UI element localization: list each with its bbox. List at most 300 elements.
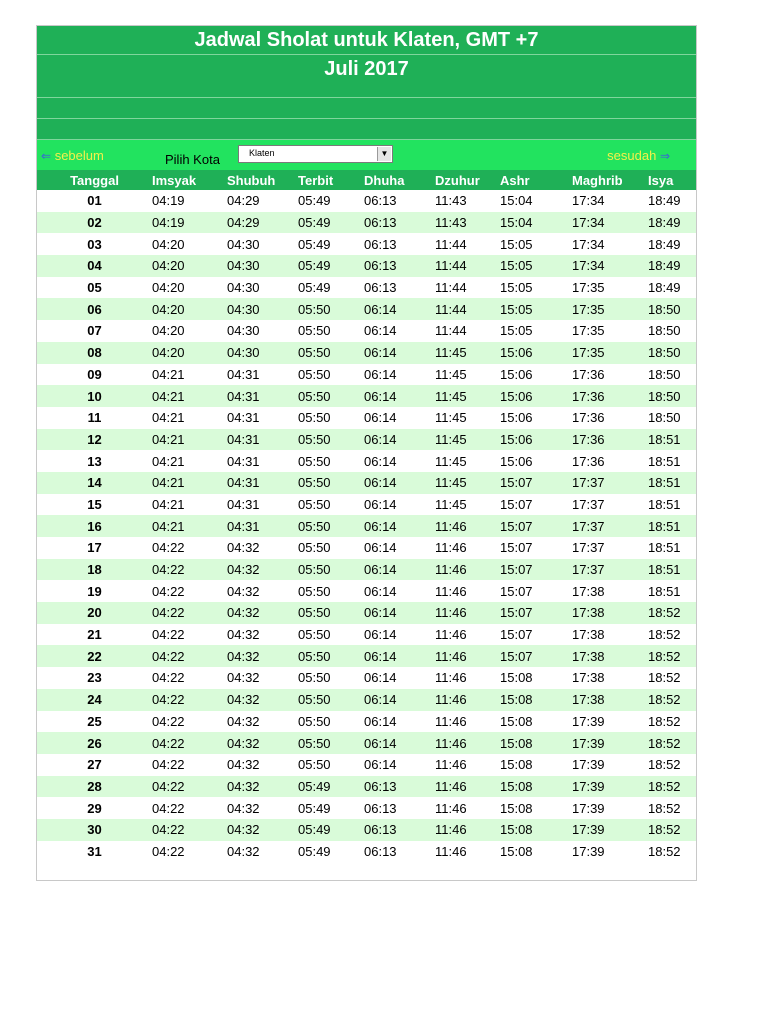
cell-dhuha: 06:14 — [364, 472, 435, 494]
cell-date: 01 — [37, 190, 152, 212]
column-header-terbit: Terbit — [298, 170, 364, 190]
cell-dhuha: 06:14 — [364, 559, 435, 581]
table-header-row — [37, 170, 696, 190]
cell-maghrib: 17:37 — [572, 559, 648, 581]
cell-ashr: 15:08 — [500, 689, 572, 711]
cell-isya: 18:51 — [648, 450, 696, 472]
cell-terbit: 05:49 — [298, 255, 364, 277]
cell-dzuhur: 11:44 — [435, 277, 500, 299]
table-row — [37, 298, 696, 320]
cell-isya: 18:52 — [648, 754, 696, 776]
cell-imsyak: 04:20 — [152, 277, 227, 299]
cell-terbit: 05:50 — [298, 754, 364, 776]
cell-imsyak: 04:21 — [152, 385, 227, 407]
cell-dzuhur: 11:46 — [435, 819, 500, 841]
cell-maghrib: 17:36 — [572, 450, 648, 472]
cell-dzuhur: 11:46 — [435, 515, 500, 537]
cell-ashr: 15:08 — [500, 732, 572, 754]
cell-terbit: 05:50 — [298, 342, 364, 364]
cell-shubuh: 04:31 — [227, 364, 298, 386]
cell-maghrib: 17:37 — [572, 537, 648, 559]
cell-shubuh: 04:31 — [227, 494, 298, 516]
cell-terbit: 05:50 — [298, 645, 364, 667]
cell-dzuhur: 11:46 — [435, 754, 500, 776]
previous-month-link[interactable] — [41, 148, 104, 163]
cell-terbit: 05:50 — [298, 320, 364, 342]
table-row — [37, 472, 696, 494]
cell-maghrib: 17:35 — [572, 298, 648, 320]
cell-shubuh: 04:32 — [227, 624, 298, 646]
cell-dzuhur: 11:46 — [435, 711, 500, 733]
column-header-imsyak: Imsyak — [152, 170, 227, 190]
cell-imsyak: 04:21 — [152, 407, 227, 429]
cell-dzuhur: 11:45 — [435, 429, 500, 451]
cell-maghrib: 17:38 — [572, 580, 648, 602]
table-row — [37, 645, 696, 667]
cell-date: 31 — [37, 841, 152, 863]
cell-dzuhur: 11:46 — [435, 776, 500, 798]
cell-shubuh: 04:32 — [227, 645, 298, 667]
cell-dhuha: 06:14 — [364, 537, 435, 559]
table-body — [37, 190, 696, 862]
cell-maghrib: 17:35 — [572, 342, 648, 364]
cell-ashr: 15:06 — [500, 342, 572, 364]
cell-isya: 18:51 — [648, 494, 696, 516]
table-row — [37, 819, 696, 841]
cell-shubuh: 04:32 — [227, 754, 298, 776]
cell-terbit: 05:50 — [298, 472, 364, 494]
cell-maghrib: 17:39 — [572, 711, 648, 733]
cell-date: 10 — [37, 385, 152, 407]
cell-date: 07 — [37, 320, 152, 342]
cell-dzuhur: 11:46 — [435, 732, 500, 754]
cell-dzuhur: 11:46 — [435, 602, 500, 624]
table-row — [37, 624, 696, 646]
cell-terbit: 05:49 — [298, 776, 364, 798]
cell-shubuh: 04:31 — [227, 515, 298, 537]
cell-dhuha: 06:13 — [364, 776, 435, 798]
table-row — [37, 515, 696, 537]
cell-isya: 18:52 — [648, 819, 696, 841]
cell-maghrib: 17:38 — [572, 689, 648, 711]
cell-ashr: 15:05 — [500, 320, 572, 342]
cell-date: 16 — [37, 515, 152, 537]
cell-date: 25 — [37, 711, 152, 733]
cell-terbit: 05:50 — [298, 494, 364, 516]
table-row — [37, 320, 696, 342]
cell-maghrib: 17:36 — [572, 429, 648, 451]
cell-ashr: 15:05 — [500, 277, 572, 299]
cell-maghrib: 17:36 — [572, 385, 648, 407]
cell-imsyak: 04:19 — [152, 212, 227, 234]
cell-date: 06 — [37, 298, 152, 320]
cell-isya: 18:51 — [648, 580, 696, 602]
chevron-down-icon[interactable]: ▼ — [377, 147, 391, 161]
cell-terbit: 05:50 — [298, 298, 364, 320]
navigation-bar — [37, 140, 696, 170]
cell-terbit: 05:50 — [298, 364, 364, 386]
cell-maghrib: 17:36 — [572, 364, 648, 386]
cell-maghrib: 17:37 — [572, 472, 648, 494]
cell-ashr: 15:06 — [500, 385, 572, 407]
cell-shubuh: 04:32 — [227, 776, 298, 798]
cell-shubuh: 04:32 — [227, 602, 298, 624]
cell-shubuh: 04:29 — [227, 212, 298, 234]
cell-maghrib: 17:37 — [572, 515, 648, 537]
cell-dhuha: 06:14 — [364, 602, 435, 624]
cell-dhuha: 06:14 — [364, 385, 435, 407]
table-row — [37, 537, 696, 559]
prayer-times-table — [37, 170, 696, 862]
cell-ashr: 15:08 — [500, 711, 572, 733]
cell-maghrib: 17:36 — [572, 407, 648, 429]
cell-shubuh: 04:32 — [227, 580, 298, 602]
cell-dzuhur: 11:46 — [435, 689, 500, 711]
cell-imsyak: 04:21 — [152, 472, 227, 494]
cell-ashr: 15:05 — [500, 298, 572, 320]
cell-dhuha: 06:14 — [364, 711, 435, 733]
cell-imsyak: 04:20 — [152, 233, 227, 255]
cell-dzuhur: 11:45 — [435, 364, 500, 386]
cell-maghrib: 17:38 — [572, 645, 648, 667]
cell-ashr: 15:07 — [500, 645, 572, 667]
table-row — [37, 364, 696, 386]
cell-isya: 18:51 — [648, 537, 696, 559]
cell-ashr: 15:08 — [500, 819, 572, 841]
cell-imsyak: 04:22 — [152, 711, 227, 733]
cell-isya: 18:52 — [648, 797, 696, 819]
cell-terbit: 05:50 — [298, 429, 364, 451]
cell-dzuhur: 11:43 — [435, 190, 500, 212]
cell-maghrib: 17:37 — [572, 494, 648, 516]
cell-date: 29 — [37, 797, 152, 819]
cell-terbit: 05:50 — [298, 580, 364, 602]
cell-isya: 18:49 — [648, 277, 696, 299]
cell-terbit: 05:50 — [298, 407, 364, 429]
cell-isya: 18:52 — [648, 645, 696, 667]
cell-dzuhur: 11:46 — [435, 645, 500, 667]
cell-dzuhur: 11:44 — [435, 255, 500, 277]
cell-ashr: 15:07 — [500, 515, 572, 537]
page-title: Jadwal Sholat untuk Klaten, GMT +7 — [37, 26, 696, 55]
cell-date: 26 — [37, 732, 152, 754]
cell-maghrib: 17:38 — [572, 602, 648, 624]
cell-isya: 18:52 — [648, 624, 696, 646]
table-row — [37, 450, 696, 472]
cell-shubuh: 04:32 — [227, 537, 298, 559]
column-header-dhuha: Dhuha — [364, 170, 435, 190]
cell-terbit: 05:50 — [298, 537, 364, 559]
cell-terbit: 05:50 — [298, 602, 364, 624]
cell-dzuhur: 11:46 — [435, 580, 500, 602]
cell-imsyak: 04:20 — [152, 255, 227, 277]
cell-date: 18 — [37, 559, 152, 581]
title-bar — [37, 26, 696, 98]
cell-shubuh: 04:31 — [227, 385, 298, 407]
cell-date: 15 — [37, 494, 152, 516]
cell-dhuha: 06:14 — [364, 667, 435, 689]
table-row — [37, 407, 696, 429]
cell-ashr: 15:06 — [500, 450, 572, 472]
cell-maghrib: 17:34 — [572, 233, 648, 255]
cell-ashr: 15:07 — [500, 624, 572, 646]
next-month-link[interactable] — [607, 148, 670, 163]
cell-imsyak: 04:22 — [152, 602, 227, 624]
cell-terbit: 05:49 — [298, 233, 364, 255]
cell-maghrib: 17:34 — [572, 255, 648, 277]
cell-dzuhur: 11:45 — [435, 472, 500, 494]
table-row — [37, 342, 696, 364]
cell-dzuhur: 11:44 — [435, 320, 500, 342]
cell-maghrib: 17:35 — [572, 277, 648, 299]
cell-imsyak: 04:22 — [152, 689, 227, 711]
month-title: Juli 2017 — [37, 55, 696, 98]
cell-shubuh: 04:29 — [227, 190, 298, 212]
cell-ashr: 15:07 — [500, 602, 572, 624]
cell-dzuhur: 11:45 — [435, 342, 500, 364]
table-row — [37, 711, 696, 733]
cell-terbit: 05:49 — [298, 212, 364, 234]
cell-dhuha: 06:14 — [364, 364, 435, 386]
table-row — [37, 255, 696, 277]
table-row — [37, 732, 696, 754]
cell-date: 19 — [37, 580, 152, 602]
cell-date: 05 — [37, 277, 152, 299]
cell-dhuha: 06:14 — [364, 342, 435, 364]
cell-date: 04 — [37, 255, 152, 277]
table-row — [37, 841, 696, 863]
header-spacer-row — [37, 119, 696, 140]
cell-ashr: 15:08 — [500, 776, 572, 798]
cell-terbit: 05:50 — [298, 732, 364, 754]
cell-shubuh: 04:30 — [227, 320, 298, 342]
cell-dhuha: 06:14 — [364, 298, 435, 320]
table-row — [37, 776, 696, 798]
cell-dzuhur: 11:46 — [435, 559, 500, 581]
cell-maghrib: 17:34 — [572, 212, 648, 234]
table-row — [37, 797, 696, 819]
cell-isya: 18:50 — [648, 342, 696, 364]
cell-terbit: 05:49 — [298, 797, 364, 819]
cell-imsyak: 04:21 — [152, 515, 227, 537]
cell-dhuha: 06:14 — [364, 494, 435, 516]
cell-date: 21 — [37, 624, 152, 646]
cell-imsyak: 04:20 — [152, 342, 227, 364]
cell-imsyak: 04:22 — [152, 645, 227, 667]
cell-isya: 18:50 — [648, 298, 696, 320]
cell-dzuhur: 11:44 — [435, 233, 500, 255]
cell-isya: 18:49 — [648, 255, 696, 277]
cell-maghrib: 17:38 — [572, 667, 648, 689]
cell-dhuha: 06:13 — [364, 841, 435, 863]
cell-shubuh: 04:32 — [227, 667, 298, 689]
cell-imsyak: 04:22 — [152, 754, 227, 776]
cell-dhuha: 06:14 — [364, 407, 435, 429]
city-select[interactable] — [238, 145, 393, 163]
cell-shubuh: 04:32 — [227, 841, 298, 863]
cell-terbit: 05:50 — [298, 624, 364, 646]
cell-dhuha: 06:14 — [364, 580, 435, 602]
cell-shubuh: 04:30 — [227, 342, 298, 364]
column-header-ashr: Ashr — [500, 170, 572, 190]
cell-imsyak: 04:19 — [152, 190, 227, 212]
cell-ashr: 15:07 — [500, 494, 572, 516]
cell-dzuhur: 11:45 — [435, 385, 500, 407]
cell-date: 12 — [37, 429, 152, 451]
column-header-isya: Isya — [648, 170, 696, 190]
cell-ashr: 15:06 — [500, 407, 572, 429]
cell-ashr: 15:08 — [500, 841, 572, 863]
cell-dhuha: 06:14 — [364, 624, 435, 646]
cell-date: 22 — [37, 645, 152, 667]
cell-shubuh: 04:31 — [227, 407, 298, 429]
cell-isya: 18:52 — [648, 602, 696, 624]
cell-isya: 18:52 — [648, 711, 696, 733]
cell-maghrib: 17:39 — [572, 819, 648, 841]
table-row — [37, 190, 696, 212]
cell-dhuha: 06:13 — [364, 190, 435, 212]
cell-terbit: 05:50 — [298, 515, 364, 537]
cell-dhuha: 06:14 — [364, 732, 435, 754]
cell-shubuh: 04:32 — [227, 797, 298, 819]
cell-imsyak: 04:21 — [152, 364, 227, 386]
cell-ashr: 15:08 — [500, 797, 572, 819]
cell-maghrib: 17:39 — [572, 754, 648, 776]
cell-isya: 18:51 — [648, 429, 696, 451]
cell-dzuhur: 11:44 — [435, 298, 500, 320]
cell-date: 11 — [37, 407, 152, 429]
cell-isya: 18:50 — [648, 385, 696, 407]
cell-shubuh: 04:31 — [227, 429, 298, 451]
cell-date: 03 — [37, 233, 152, 255]
cell-isya: 18:50 — [648, 364, 696, 386]
cell-isya: 18:51 — [648, 559, 696, 581]
cell-terbit: 05:50 — [298, 385, 364, 407]
cell-date: 17 — [37, 537, 152, 559]
cell-isya: 18:52 — [648, 841, 696, 863]
cell-imsyak: 04:22 — [152, 776, 227, 798]
cell-dhuha: 06:13 — [364, 233, 435, 255]
city-label: Pilih Kota — [165, 152, 220, 167]
cell-isya: 18:51 — [648, 515, 696, 537]
table-row — [37, 212, 696, 234]
cell-ashr: 15:08 — [500, 667, 572, 689]
cell-ashr: 15:06 — [500, 429, 572, 451]
arrow-left-icon: ⇐ — [41, 149, 52, 163]
cell-imsyak: 04:20 — [152, 320, 227, 342]
table-row — [37, 559, 696, 581]
cell-dzuhur: 11:46 — [435, 841, 500, 863]
table-row — [37, 385, 696, 407]
cell-imsyak: 04:21 — [152, 450, 227, 472]
cell-terbit: 05:50 — [298, 689, 364, 711]
column-header-date: Tanggal — [37, 170, 152, 190]
cell-imsyak: 04:21 — [152, 494, 227, 516]
prayer-schedule-sheet — [36, 25, 697, 881]
cell-dzuhur: 11:43 — [435, 212, 500, 234]
cell-isya: 18:49 — [648, 212, 696, 234]
table-row — [37, 233, 696, 255]
cell-dhuha: 06:14 — [364, 515, 435, 537]
cell-imsyak: 04:22 — [152, 580, 227, 602]
cell-terbit: 05:49 — [298, 819, 364, 841]
cell-date: 02 — [37, 212, 152, 234]
table-row — [37, 667, 696, 689]
cell-terbit: 05:50 — [298, 711, 364, 733]
cell-isya: 18:52 — [648, 732, 696, 754]
cell-terbit: 05:49 — [298, 841, 364, 863]
cell-ashr: 15:07 — [500, 472, 572, 494]
cell-shubuh: 04:31 — [227, 450, 298, 472]
cell-imsyak: 04:21 — [152, 429, 227, 451]
table-row — [37, 429, 696, 451]
cell-maghrib: 17:38 — [572, 624, 648, 646]
table-row — [37, 754, 696, 776]
column-header-dzuhur: Dzuhur — [435, 170, 500, 190]
cell-isya: 18:52 — [648, 689, 696, 711]
previous-month-label: sebelum — [54, 148, 104, 163]
cell-imsyak: 04:22 — [152, 624, 227, 646]
arrow-right-icon: ⇒ — [659, 149, 670, 163]
cell-date: 27 — [37, 754, 152, 776]
cell-terbit: 05:50 — [298, 559, 364, 581]
cell-dzuhur: 11:46 — [435, 537, 500, 559]
cell-isya: 18:49 — [648, 190, 696, 212]
cell-shubuh: 04:30 — [227, 277, 298, 299]
cell-ashr: 15:06 — [500, 364, 572, 386]
table-row — [37, 277, 696, 299]
header-spacer-row — [37, 98, 696, 119]
cell-dzuhur: 11:46 — [435, 624, 500, 646]
cell-ashr: 15:04 — [500, 212, 572, 234]
cell-ashr: 15:05 — [500, 255, 572, 277]
city-select-value: Klaten — [249, 148, 275, 158]
cell-maghrib: 17:39 — [572, 841, 648, 863]
cell-maghrib: 17:34 — [572, 190, 648, 212]
cell-dhuha: 06:13 — [364, 212, 435, 234]
cell-ashr: 15:07 — [500, 537, 572, 559]
cell-isya: 18:52 — [648, 776, 696, 798]
cell-terbit: 05:49 — [298, 190, 364, 212]
cell-shubuh: 04:32 — [227, 732, 298, 754]
cell-shubuh: 04:31 — [227, 472, 298, 494]
table-row — [37, 689, 696, 711]
cell-isya: 18:52 — [648, 667, 696, 689]
cell-shubuh: 04:30 — [227, 298, 298, 320]
cell-dhuha: 06:14 — [364, 645, 435, 667]
cell-terbit: 05:50 — [298, 667, 364, 689]
cell-date: 28 — [37, 776, 152, 798]
cell-dzuhur: 11:45 — [435, 450, 500, 472]
cell-isya: 18:51 — [648, 472, 696, 494]
cell-terbit: 05:49 — [298, 277, 364, 299]
cell-shubuh: 04:32 — [227, 559, 298, 581]
cell-imsyak: 04:22 — [152, 819, 227, 841]
cell-isya: 18:50 — [648, 320, 696, 342]
cell-imsyak: 04:22 — [152, 841, 227, 863]
cell-date: 23 — [37, 667, 152, 689]
cell-isya: 18:49 — [648, 233, 696, 255]
cell-dhuha: 06:13 — [364, 797, 435, 819]
column-header-maghrib: Maghrib — [572, 170, 648, 190]
cell-dhuha: 06:13 — [364, 277, 435, 299]
cell-shubuh: 04:30 — [227, 255, 298, 277]
cell-maghrib: 17:39 — [572, 797, 648, 819]
cell-dhuha: 06:13 — [364, 819, 435, 841]
cell-maghrib: 17:39 — [572, 776, 648, 798]
cell-imsyak: 04:22 — [152, 667, 227, 689]
cell-dzuhur: 11:45 — [435, 407, 500, 429]
